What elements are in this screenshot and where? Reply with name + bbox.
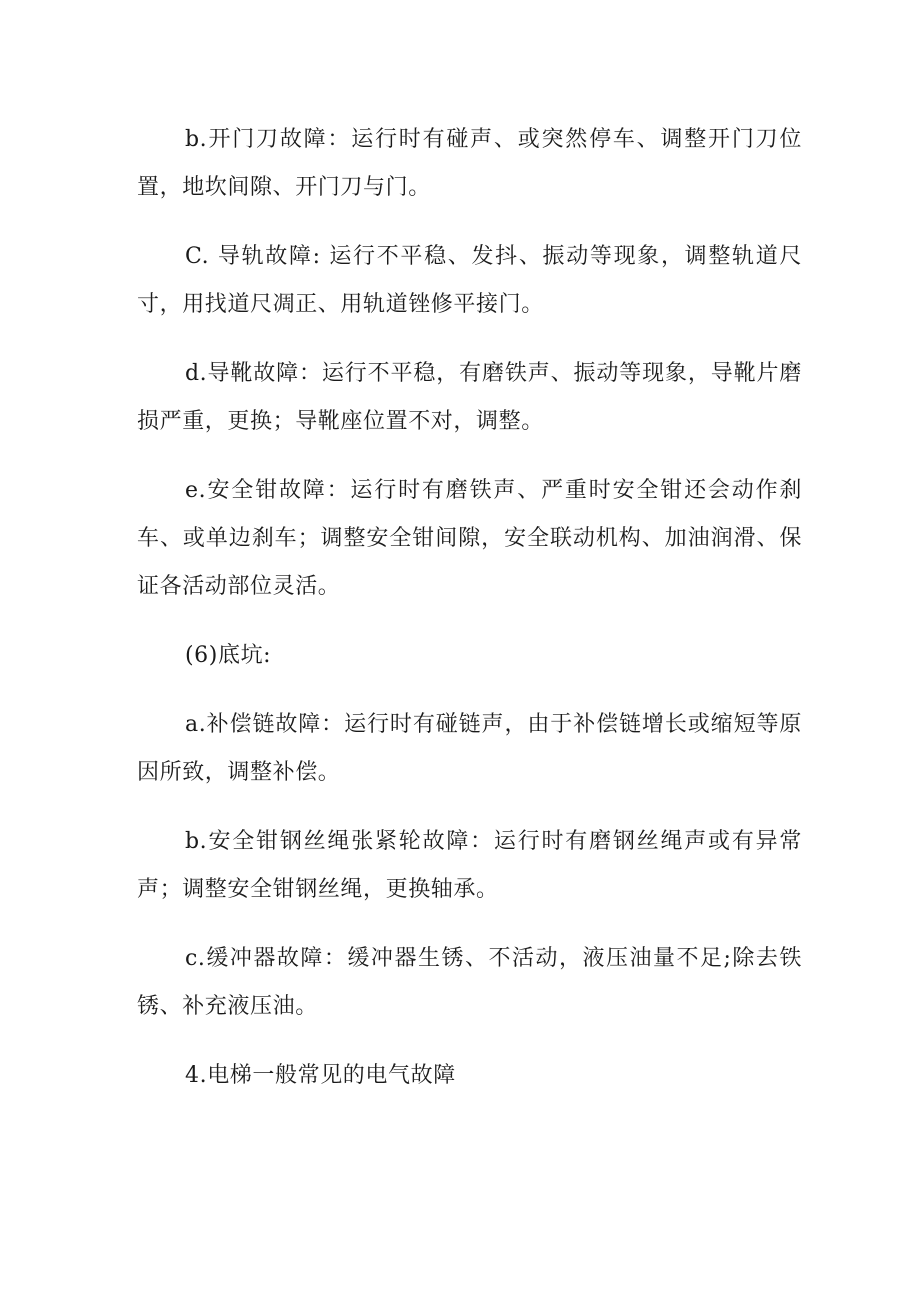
paragraph-tension-pulley-fault: b.安全钳钢丝绳张紧轮故障：运行时有磨钢丝绳声或有异常声；调整安全钳钢丝绳，更换轴承。 bbox=[137, 829, 802, 902]
paragraph-door-knife-fault: b.开门刀故障：运行时有碰声、或突然停车、调整开门刀位置，地坎间隙、开门刀与门。 bbox=[137, 127, 802, 200]
paragraph-safety-gear-fault: e.安全钳故障：运行时有磨铁声、严重时安全钳还会动作刹车、或单边刹车；调整安全钳间隙，安全联动机构、加油润滑、保证各活动部位灵活。 bbox=[137, 478, 802, 599]
paragraph-guide-rail-fault: C. 导轨故障: 运行不平稳、发抖、振动等现象，调整轨道尺寸，用找道尺凋正、用轨道锉修平接门。 bbox=[137, 244, 802, 317]
section-heading-pit: (6)底坑: bbox=[185, 643, 272, 668]
paragraph-guide-shoe-fault: d.导靴故障：运行不平稳，有磨铁声、振动等现象，导靴片磨损严重，更换；导靴座位置不对，调整。 bbox=[137, 361, 802, 434]
paragraph-buffer-fault: c.缓冲器故障：缓冲器生锈、不活动，液压油量不足;除去铁锈、补充液压油。 bbox=[137, 946, 802, 1019]
section-heading-electrical-faults: 4.电梯一般常见的电气故障 bbox=[185, 1063, 456, 1088]
paragraph-compensation-chain-fault: a.补偿链故障：运行时有碰链声，由于补偿链增长或缩短等原因所致，调整补偿。 bbox=[137, 712, 802, 785]
